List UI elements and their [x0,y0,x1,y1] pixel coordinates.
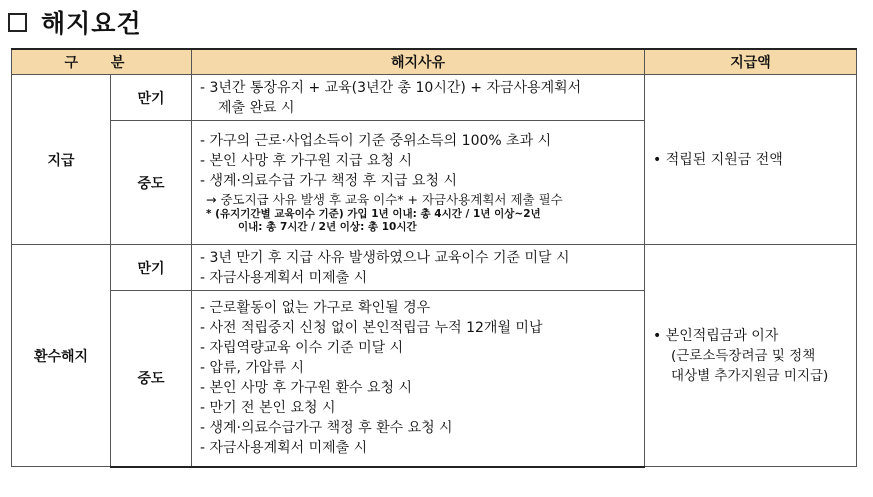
type-maturity: 만기 [111,75,192,121]
arrow-note: → 중도지급 사유 발생 후 교육 이수* + 자금사용계획서 제출 필수 [206,192,563,207]
reason-cell [192,121,645,245]
reason-cell [192,75,645,121]
reason-line: - 3년 만기 후 지급 사유 발생하였으나 교육이수 기준 미달 시 [200,249,570,266]
header-amount: 지급액 [645,49,857,75]
table-row [12,75,857,121]
type-midterm: 중도 [111,291,192,467]
footnote: * (유지기간별 교육이수 기준) 가입 1년 이내: 총 4시간 / 1년 이상~2년 [206,208,541,220]
reason-line: - 압류, 가압류 시 [200,360,304,377]
reason-line: - 생계·의료수급 가구 책정 후 지급 요청 시 [200,173,458,189]
reason-cell [192,291,645,467]
category-payment: 지급 [12,75,111,245]
section-heading [8,6,142,38]
amount-line: (근로소득장려금 및 정책 [671,347,816,364]
reason-line: - 만기 전 본인 요청 시 [200,400,336,417]
amount-cell-payment [645,75,857,245]
checkbox-square-icon [8,13,27,32]
reason-line: 제출 완료 시 [218,99,295,116]
reason-line: - 3년간 통장유지 + 교육(3년간 총 10시간) + 자금사용계획서 [200,79,582,96]
reason-line: - 생계·의료수급가구 책정 후 환수 요청 시 [200,420,453,437]
reason-line: - 자금사용계획서 미제출 시 [200,440,368,457]
table-row [12,245,857,291]
page-title: 해지요건 [41,9,142,38]
reason-line: - 자금사용계획서 미제출 시 [200,269,368,286]
reason-line: - 가구의 근로·사업소득이 기준 중위소득의 100% 초과 시 [200,133,552,149]
type-maturity: 만기 [111,245,192,291]
amount-cell-recovery [645,245,857,467]
header-reason: 해지사유 [192,49,645,75]
table-header-row [12,49,857,75]
header-division: 구 분 [12,49,192,75]
amount-line: 대상별 추가지원금 미지급) [671,367,829,384]
reason-line: - 근로활동이 없는 가구로 확인될 경우 [200,300,431,317]
reason-line: - 본인 사망 후 가구원 환수 요청 시 [200,380,413,397]
termination-conditions-table [11,48,857,468]
type-midterm: 중도 [111,121,192,245]
reason-line: - 사전 적립중지 신청 없이 본인적립금 누적 12개월 미납 [200,320,543,337]
reason-line: - 본인 사망 후 가구원 지급 요청 시 [200,153,413,169]
amount-line: • 본인적립금과 이자 [653,327,779,344]
category-recovery: 환수해지 [12,245,111,467]
amount-line: • 적립된 지원금 전액 [653,151,783,168]
reason-cell [192,245,645,291]
reason-line: - 자립역량교육 이수 기준 미달 시 [200,340,404,357]
footnote: 이내: 총 7시간 / 2년 이상: 총 10시간 [238,221,417,233]
